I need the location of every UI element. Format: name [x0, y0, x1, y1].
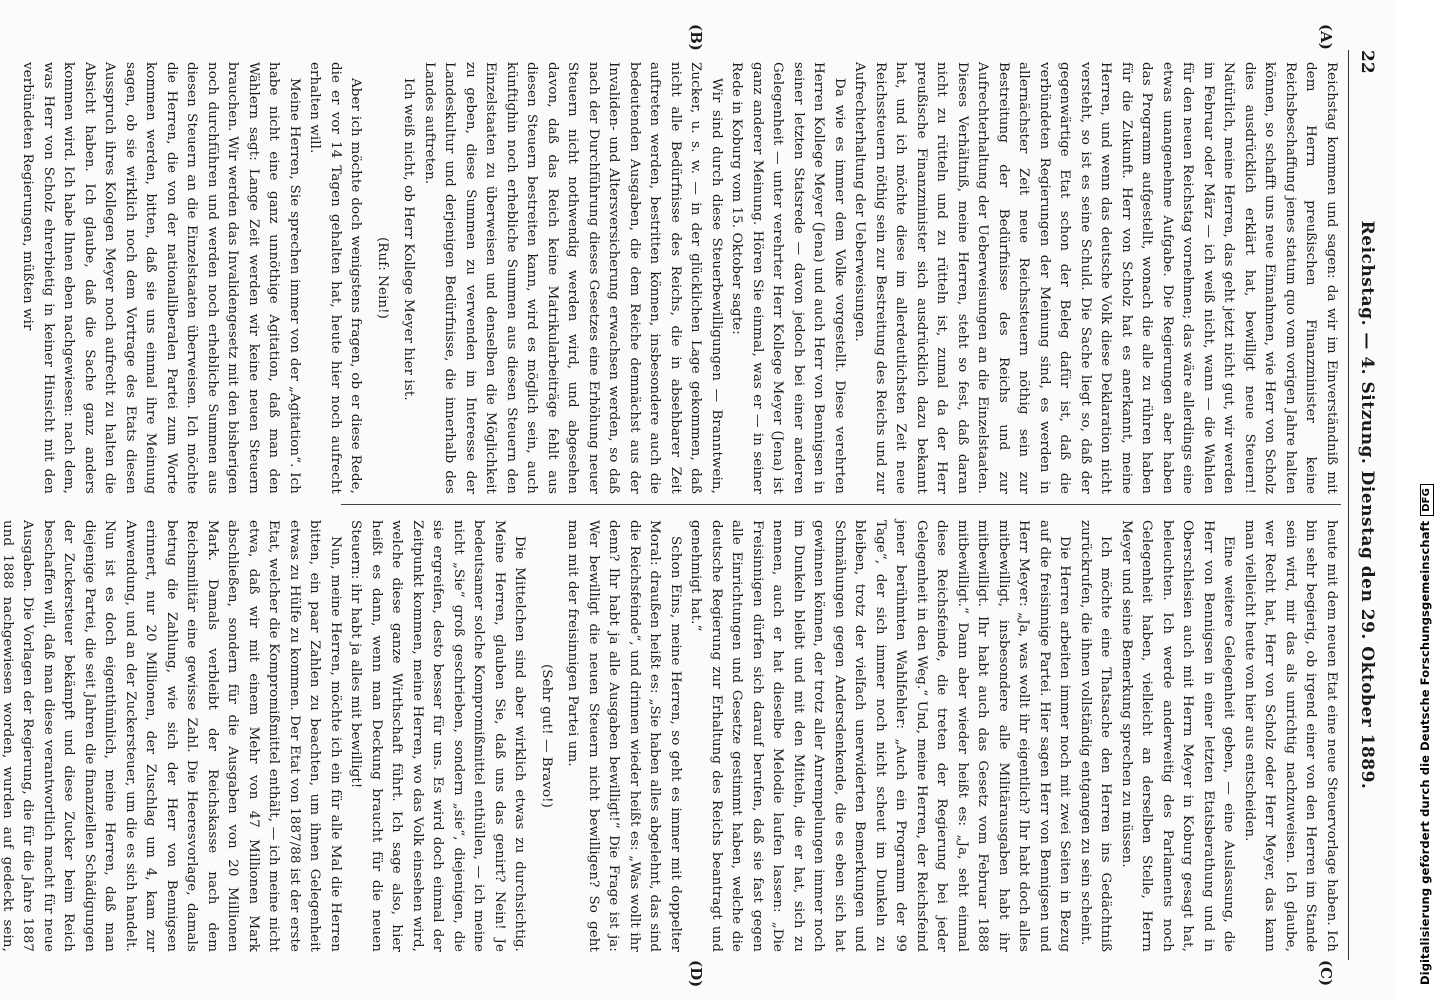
- interjection: (Ruf: Nein!): [375, 236, 390, 319]
- interjection: (Sehr gut! — Bravo!): [539, 664, 554, 808]
- paragraph: Ich weiß nicht, ob Herr Kollege Meyer hier ist.: [401, 78, 417, 401]
- paragraph: Die Herren arbeiten immer noch mit zwei Seiten in Bezug auf die freisinnige Partei. Hier sagen Herr von Bennigsen und Herr Meyer: „Ja, was wollt ihr eigentlich? Ihr habt doch alles mitbewilligt, insbesondere alle Militärausgaben habt ihr mitbewilligt. Ihr habt auch das Gesetz vom Februar 1888 mitbewilligt.“ Dann aber wieder heißt es: „Ja, seht einmal diese Reichsfeinde, die treten der Regierung bei jeder Gelegenheit in den Weg.“ Und, meine Herren, der Reichsfeind jener berühmten Wahlfehler: „Auch ein Programm der 99 Tage“, der sich immer noch nicht scheut im Dunkeln zu bleiben, trotz der vielfach unerwiderten Bemerkungen und Schmähungen gegen Andersdenkende, die es eben sich hat gewinnen können, der trotz aller Anrempelungen immer noch im Dunkeln bleibt und mit den Mitteln, die er hat, sich zu nennen, auch er hat dieselbe Melodie laufen lassen: „Die Freisinnigen dürfen sich darauf berufen, daß sie fast gegen alle Einrichtungen und Gesetze gestimmt haben, welche die deutsche Regierung zur Erhaltung des Reichs beantragt und genehmigt hat.“: [688, 520, 1073, 952]
- paragraph: heute mit dem neuen Etat eine neue Steuervorlage haben. Ich bin sehr begierig, ob irgend einer von den Herren im Stande sein wird, mir das als unrichtig nachzuweisen. Ich glaube, wer Recht hat, Herr von Scholz oder Herr Meyer, das kann man vielleicht heute von hier aus entscheiden.: [1242, 520, 1339, 952]
- paragraph: Schon Eins, meine Herren, so geht es immer mit doppelter Moral: draußen heißt es: „Sie haben alles abgelehnt, das sind die Reichsfeinde“, und drinnen wieder heißt es: „Was wollt ihr denn? Ihr habt ja alle Ausgaben bewilligt!“ Die Frage ist ja: Wer bewilligt die neuen Steuern nicht bewilligen? So geht man mit der freisinnigen Partei um.: [565, 520, 683, 952]
- page-number: 22: [1357, 50, 1377, 74]
- paragraph: Die Mittelchen sind aber wirklich etwas zu durchsichtig. Meine Herren, glauben Sie, daß uns das genirt? Nein! Je bedeutsamer solche Kompromißmittel enthüllen, — ich meine nicht „Sie“ groß geschrieben, sondern „sie“, diejenigen, die sie ergreifen, desto besser für uns. Es wird doch einmal der Zeitpunkt kommen, meine Herren, wo das Volk einsehen wird, welche diese ganze Wirthschaft führt. Ich sage also, hier heißt es dann, wenn man Deckung braucht für die neuen Steuern: ihr habt ja alles mit bewilligt!: [348, 520, 528, 952]
- margin-mark-d: (D): [687, 960, 705, 988]
- margin-mark-b: (B): [687, 24, 705, 51]
- quoted-paragraph: Wir sind durch diese Steuerbewilligungen — Branntwein, Zucker, u. s. w. — in der glücklichen Lage gekommen, daß nicht alle Bedürfnisse des Reichs, die in absehbarer Zeit auftreten werden, bestritten können, insbesondere auch die bedeutenden Ausgaben, die dem Reiche demnächst aus der Invaliden- und Altersversicherung erwachsen werden, so daß nach der Durchführung dieses Gesetzes eine Erhöhung neuer Steuern nicht nothwendig werden wird, und abgesehen davon, daß das Reich keine Matrikularbeiträge fehlt aus diesen Steuern bestreiten kann, wird es möglich sein, auch künftighin noch erhebliche Summen aus diesen Steuern den Einzelstaaten zu überweisen und denselben die Möglichkeit zu geben, diese Summen zu verwenden im Interesse der Landeskultur und derjenigen Bedürfnisse, die innerhalb des Landes auftreten.: [422, 62, 724, 494]
- column-divider: [341, 504, 1341, 505]
- paragraph: Reichstag kommen und sagen: da wir im Einverständniß mit dem Herrn preußischen Finanzminister keine Reichsbeschaffung jenes statum quo vom vorigen Jahre halten können, so schafft uns neue Einnahmen, wie Herr von Scholz dies ausdrücklich erklärt hat, bewilligt neue Steuern! Natürlich, meine Herren, das geht jetzt nicht gut, wir werden im Februar oder März — ich weiß nicht, wann — die Wahlen für den neuen Reichstag vornehmen; das wäre allerdings eine etwas unangenehme Aufgabe. Die Regierungen aber haben das Programm aufgestellt, wonach die alle zu rühren haben für die Zukunft. Herr von Scholz hat es anerkannt, meine Herren, und wenn das deutsche Volk diese Deklaration nicht versteht, so ist es seine Schuld. Die Sache liegt so, daß der gegenwärtige Etat schon der Beleg dafür ist, daß die verbündeten Regierungen der Meinung sind, es werden in allernächster Zeit neue Reichssteuern nöthig sein zur Bestreitung der Bedürfnisse des Reichs und zur Aufrechterhaltung der Ueberweisungen an die Einzelstaaten. Dieses Verhältniß, meine Herren, steht so fest, daß daran nicht zu rütteln und zu rütteln ist, zumal da der Herr preußische Finanzminister sich ausdrücklich dazu bekannt hat, und ich möchte diese im allerdeutlichsten Zeit neue Reichssteuern nöthig sein zur Bestreitung des Reichs und zur Aufrechterhaltung der Ueberweisungen.: [852, 62, 1339, 494]
- margin-mark-a: (A): [1317, 24, 1335, 50]
- margin-mark-c: (C): [1317, 960, 1335, 987]
- left-text-column: [20, 62, 1341, 494]
- paragraph: Aber ich möchte doch wenigstens fragen, ob er diese Rede, die er vor 14 Tagen gehalten hat, heute hier noch aufrecht erhalten will.: [307, 62, 364, 494]
- header-rule: [1348, 50, 1349, 960]
- paragraph: Da wie es immer dem Volke vorgestellt. Diese verehrten Herren Kollege Meyer (Jena) und auch Herr von Bennigsen in seiner letzten Statsrede — davon jedoch bei einer anderen Gelegenheit — unter verehrter Herr Kollege Meyer (Jena) ist ganz anderer Meinung. Hören Sie einmal, was er — in seiner Rede in Koburg vom 15. Oktober sagte:: [729, 62, 847, 494]
- page-header-title: Reichstag. — 4. Sitzung. Dienstag den 29. Oktober 1889.: [1357, 220, 1377, 790]
- paragraph: Ich möchte eine Thatsache den Herren ins Gedächtniß zurückrufen, die ihnen vollständig entgangen zu sein scheint.: [1078, 520, 1114, 952]
- paragraph: Nun, meine Herren, möchte ich ein für alle Mal die Herren bitten, ein paar Zahlen zu beachten, um ihnen Gelegenheit etwas zu Hülfe zu kommen. Der Etat von 1887/88 ist der erste Etat, welcher die Kompromißmittel enthält, — ich meine nicht etwa, daß wir mit einem Mehr von 47 Millionen Mark abschließen, sondern für die Ausgaben von 20 Millionen Mark. Damals verbleibt der Reichskasse nach dem Reichsmilitär eine gewisse Zahl. Die Heeresvorlage, damals betrug die Zahlung, wie sich der Herr von Bennigsen erinnert, nur 20 Millionen, der Zuschlag um 4, kam zur Anwendung, und an der Zuckersteuer, um die es sich handelt. Nun ist es doch eigenthümlich, meine Herren, daß man diejenige Partei, die seit Jahren die finanziellen Schädigungen der Zuckersteuer bekämpft und diese Zucker beim Reich beschaffen will, daß man diese verantwortlich macht für neue Ausgaben. Die Vorlagen der Regierung, die für die Jahre 1887 und 1888 nachgewiesen worden, wurden auf gedeckt sein,: [0, 520, 343, 952]
- paragraph: Meine Herren, Sie sprechen immer von der „Agitation“. Ich habe nicht eine ganz unnöthige Agitation, daß man den Wählern sagt: Lange Zeit werden wir keine neuen Steuern brauchen. Wir werden das Invalidengesetz mit den bisherigen noch durchführen und werden noch erhebliche Summen aus diesen Steuern an die Einzelstaaten überweisen. Ich möchte die Herren, die von der nationalliberalen Partei zum Worte kommen werden, bitten, daß sie uns einmal ihre Meinung sagen, ob sie wirklich noch dem Vortrage des Etats diesen Ausspruch ihres Kollegen Meyer noch aufrecht zu halten die Absicht haben. Ich glaube, daß die Sache ganz anders kommen wird. Ich habe Ihnen eben nachgewiesen: nach dem, was Herr von Scholz ehrerbietig in keiner Hinsicht mit den verbündeten Regierungen, müßten wir: [20, 62, 302, 494]
- credit-text: Digitalisierung gefördert durch die Deutsche Forschungsgemeinschaft: [1418, 520, 1432, 985]
- dfg-logo: DFG: [1420, 484, 1434, 516]
- running-head: [1351, 50, 1377, 960]
- paragraph: Eine weitere Gelegenheit geben, — eine Auslassung, die Herr von Bennigsen in einer letzten Etatsberathung und in Oberschlesien auch mit Herrn Meyer in Koburg gesagt hat, beleuchten. Ich werde anderweitig des Parlaments noch Gelegenheit haben, vielleicht an derselben Stelle, Herrn Meyer und seine Bemerkung sprechen zu müssen.: [1119, 520, 1237, 952]
- right-text-column: [0, 520, 1341, 952]
- digitization-credit: [1418, 484, 1434, 985]
